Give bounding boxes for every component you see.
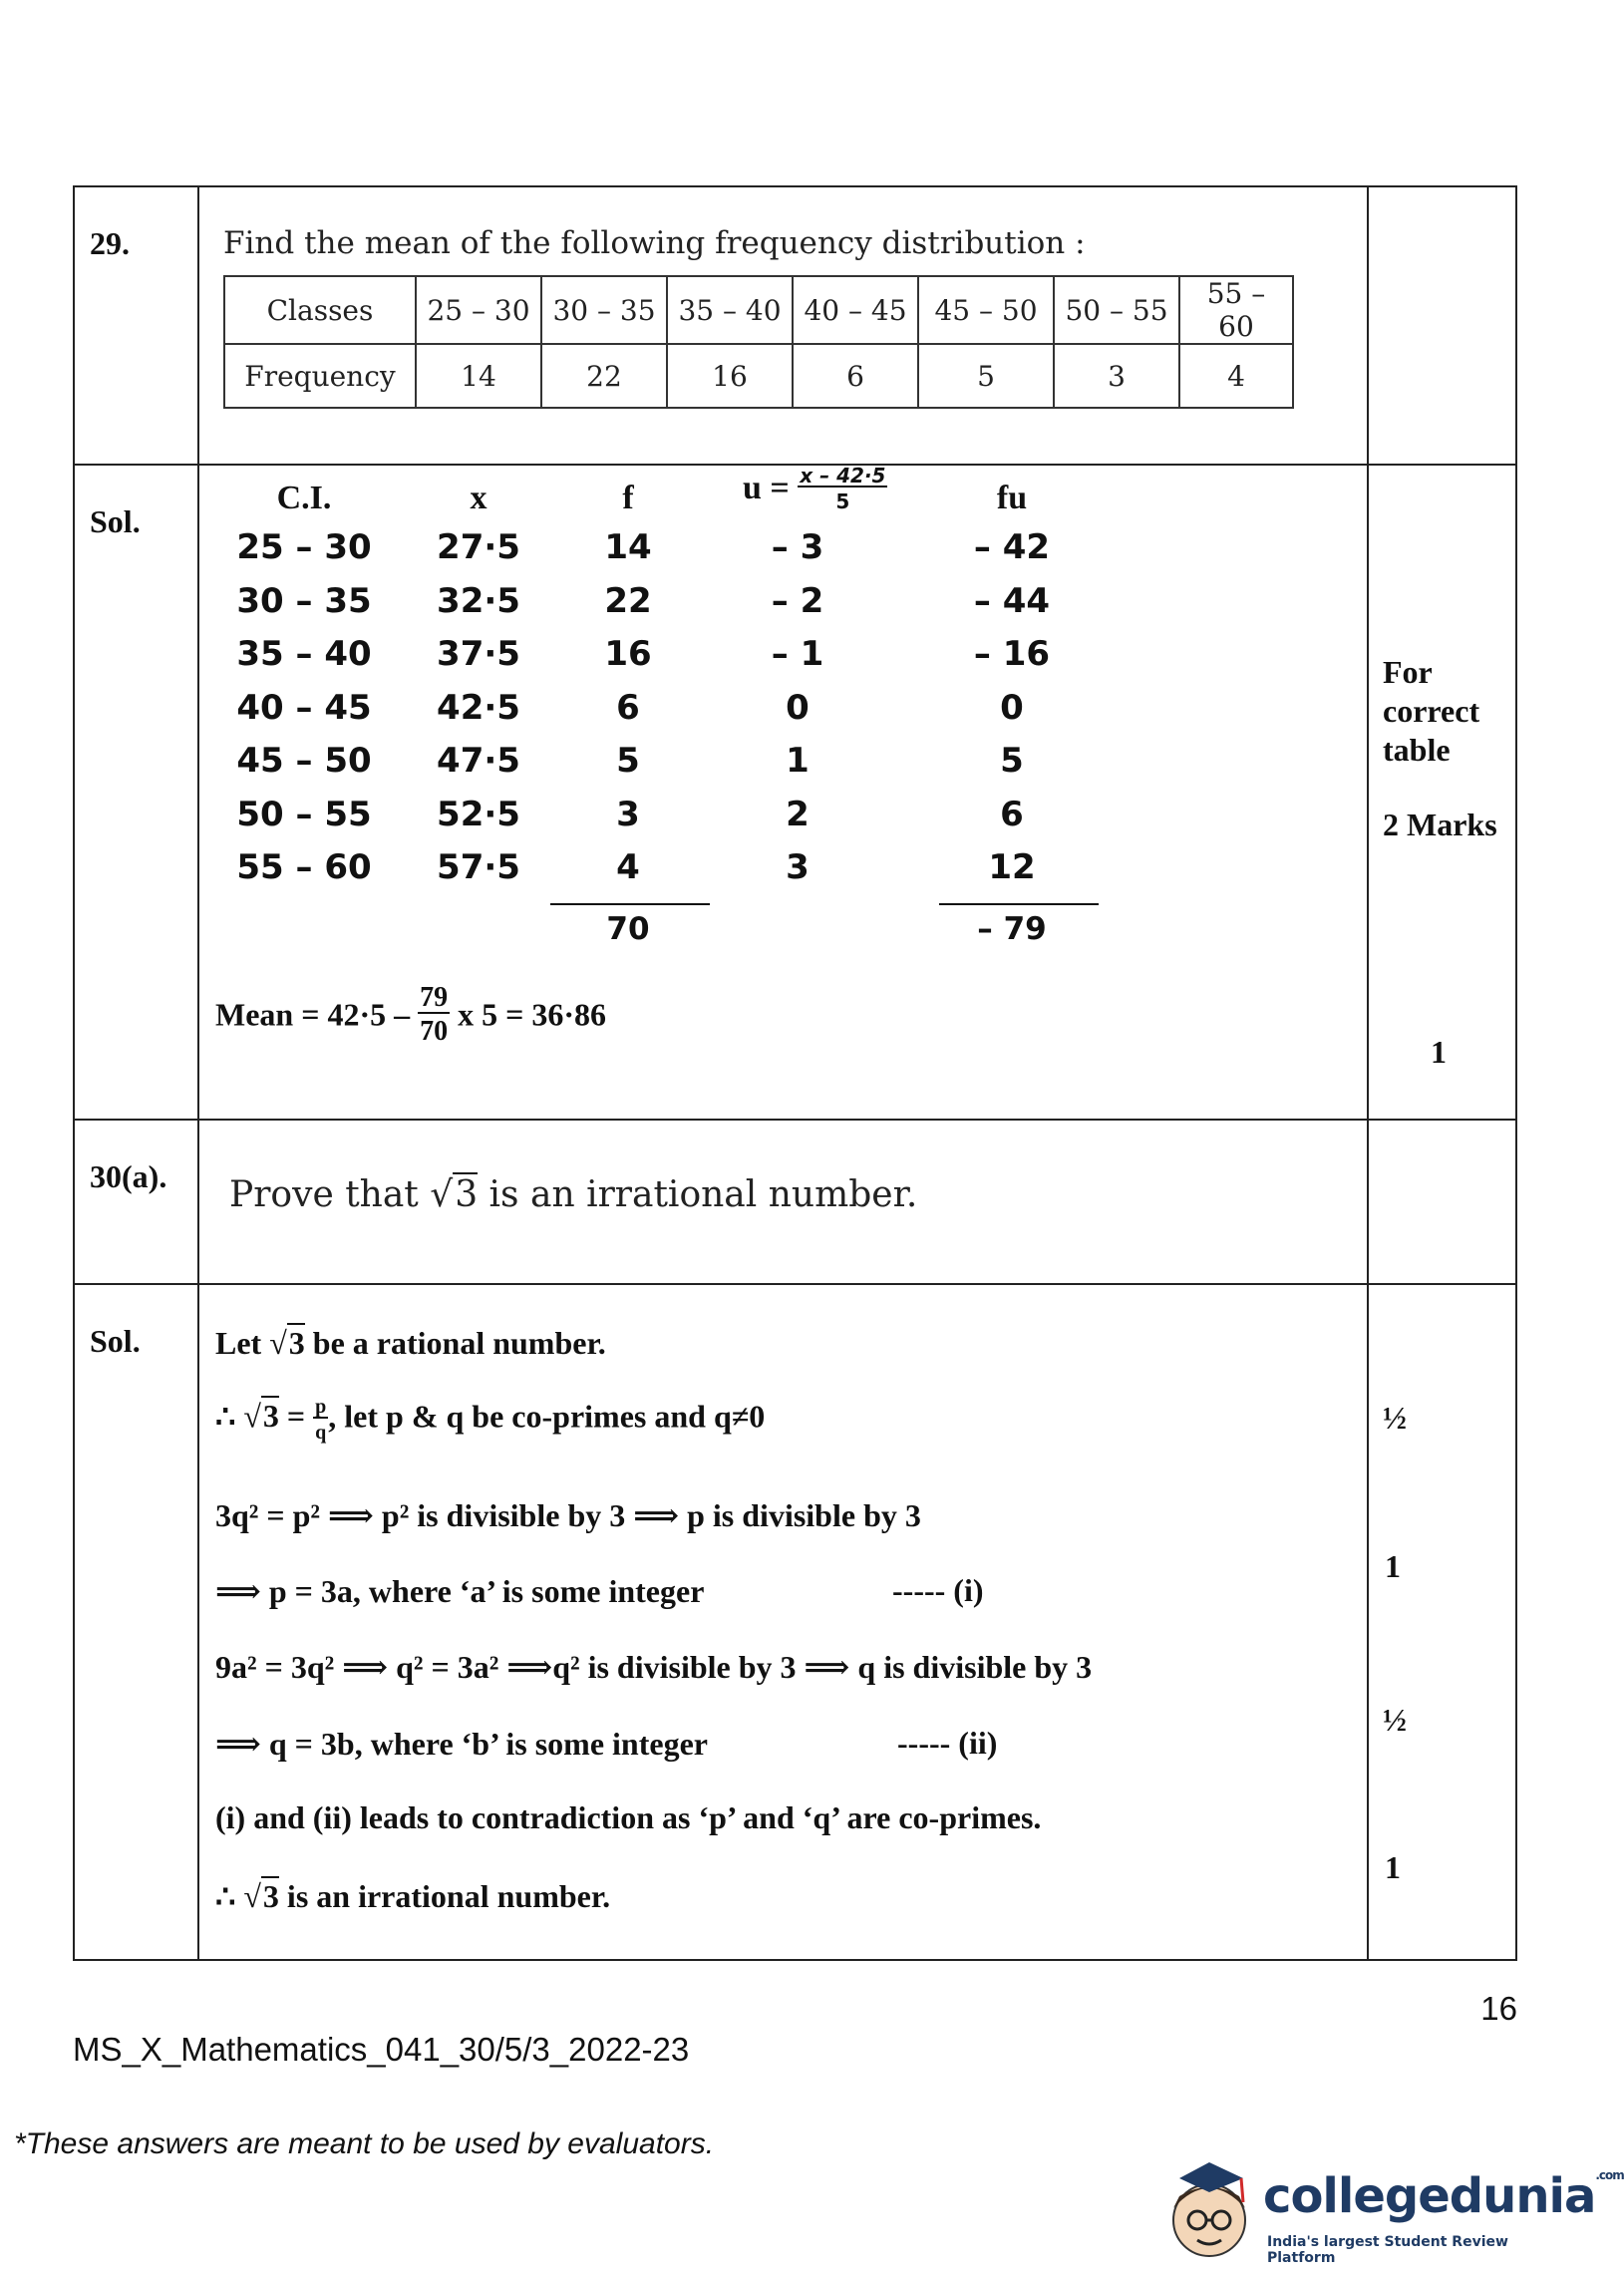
class-cell: 55 – 60: [1179, 276, 1293, 344]
frequency-row: [224, 344, 1293, 408]
solution-cell-x: 47·5: [437, 741, 520, 781]
document-code: MS_X_Mathematics_041_30/5/3_2022-23: [73, 2031, 690, 2068]
class-cell: 45 – 50: [918, 276, 1054, 344]
class-cell: 40 – 45: [793, 276, 918, 344]
brand-name: collegedunia$^{.com}$: [1263, 2168, 1624, 2224]
solution-cell-ci: 40 – 45: [236, 687, 372, 728]
evaluator-note: *These answers are meant to be used by evaluators.: [14, 2127, 715, 2160]
solution-cell-fu: – 16: [973, 634, 1051, 674]
q29-row: [74, 186, 1516, 465]
proof-line: 9a² = 3q² ⟹ q² = 3a² ⟹q² is divisible by 3 ⟹ q is divisible by 3: [215, 1649, 1093, 1685]
solution-cell-fu: 12: [988, 847, 1036, 887]
sol29-row: [74, 465, 1516, 1120]
sol30-marks: [1368, 1284, 1516, 1960]
solution-table: [199, 466, 1367, 919]
marks-value: 1: [1385, 1548, 1401, 1584]
proof-line: ∴ √3 is an irrational number.: [215, 1878, 611, 1914]
frequency-cell: 4: [1179, 344, 1293, 408]
sum-rule-f: [550, 903, 710, 905]
solution-cell-u: – 3: [771, 527, 824, 567]
solution-cell-f: 5: [616, 741, 640, 781]
proof-line: 3q² = p² ⟹ p² is divisible by 3 ⟹ p is divisible by 3: [215, 1497, 921, 1533]
sum-rule-fu: [939, 903, 1099, 905]
q30-row: [74, 1120, 1516, 1284]
solution-cell-fu: 5: [1000, 741, 1024, 781]
classes-row: [224, 276, 1293, 344]
solution-cell-ci: 30 – 35: [236, 580, 372, 621]
marks-note: table: [1383, 732, 1451, 768]
frequency-cell: 14: [416, 344, 541, 408]
solution-cell-ci: 45 – 50: [236, 741, 372, 781]
solution-cell-x: 32·5: [437, 580, 520, 621]
page-number: 16: [1480, 1990, 1517, 2027]
proof-line: ∴ √3 = $\frac{p}{q}$ , let p & q be co-primes and q≠0: [215, 1396, 766, 1444]
marks-value: ½: [1383, 1400, 1407, 1436]
solution-cell-x: 27·5: [437, 527, 520, 567]
marks-value: 1: [1385, 1849, 1401, 1885]
q30-number: 30(a).: [74, 1120, 198, 1284]
solution-cell-f: 16: [604, 634, 652, 674]
sol29-label: Sol.: [74, 465, 198, 1120]
solution-cell-fu: 6: [1000, 794, 1024, 834]
header-x: x: [470, 480, 487, 516]
q29-question: Find the mean of the following frequency distribution :: [223, 225, 1086, 261]
solution-cell-fu: – 44: [973, 580, 1051, 621]
solution-cell-u: – 2: [771, 580, 824, 621]
sol29-marks: [1368, 465, 1516, 1120]
equation-tag: ----- (ii): [897, 1725, 998, 1761]
header-fu: fu: [996, 480, 1028, 516]
marks-note: For: [1383, 654, 1433, 690]
marks-note: correct: [1383, 693, 1480, 729]
solution-cell-f: 4: [616, 847, 640, 887]
solution-cell-u: 3: [786, 847, 810, 887]
header-u: u = $\frac{x - 42\cdot 5}{5}$: [743, 464, 886, 513]
class-cell: 25 – 30: [416, 276, 541, 344]
solution-cell-f: 22: [604, 580, 652, 621]
class-cell: 30 – 35: [541, 276, 667, 344]
solution-cell-u: – 1: [771, 634, 824, 674]
brand-logo[interactable]: [1159, 2148, 1624, 2268]
proof-line: (i) and (ii) leads to contradiction as ‘p’ and ‘q’ are co-primes.: [215, 1799, 1042, 1835]
brand-tagline: India's largest Student Review Platform: [1267, 2234, 1508, 2266]
solution-cell-u: 2: [786, 794, 810, 834]
class-cell: 35 – 40: [667, 276, 793, 344]
header-ci: C.I.: [276, 480, 332, 516]
q30-question: Prove that √3 is an irrational number.: [229, 1174, 918, 1215]
solution-cell-ci: 25 – 30: [236, 527, 372, 567]
frequency-cell: 22: [541, 344, 667, 408]
solution-cell-ci: 55 – 60: [236, 847, 372, 887]
marks-value: ½: [1383, 1702, 1407, 1738]
solution-cell-u: 0: [786, 687, 810, 728]
classes-label: Classes: [224, 276, 416, 344]
header-f: f: [622, 480, 634, 516]
solution-cell-f: 14: [604, 527, 652, 567]
solution-cell-ci: 50 – 55: [236, 794, 372, 834]
solution-cell-fu: 0: [1000, 687, 1024, 728]
proof-line: ⟹ q = 3b, where ‘b’ is some integer: [215, 1726, 708, 1762]
sum-f: 70: [606, 911, 650, 947]
frequency-cell: 3: [1054, 344, 1179, 408]
mean-formula: Mean = 42·5 – $\frac{79}{70}$ x 5 = 36·86: [215, 982, 607, 1047]
mascot-icon: [1159, 2148, 1259, 2268]
q29-number: 29.: [74, 186, 198, 465]
solution-cell-f: 3: [616, 794, 640, 834]
frequency-cell: 5: [918, 344, 1054, 408]
solution-cell-x: 37·5: [437, 634, 520, 674]
frequency-cell: 16: [667, 344, 793, 408]
frequency-table: [223, 275, 1294, 409]
class-cell: 50 – 55: [1054, 276, 1179, 344]
sum-fu: – 79: [977, 911, 1047, 947]
solution-cell-u: 1: [786, 741, 810, 781]
solution-cell-f: 6: [616, 687, 640, 728]
solution-cell-x: 57·5: [437, 847, 520, 887]
marks-value: 2 Marks: [1383, 807, 1497, 842]
marks-value: 1: [1431, 1034, 1447, 1070]
marking-scheme-table: [73, 185, 1517, 1961]
proof-line: ⟹ p = 3a, where ‘a’ is some integer: [215, 1573, 705, 1609]
frequency-cell: 6: [793, 344, 918, 408]
sol30-row: [74, 1284, 1516, 1960]
solution-cell-x: 42·5: [437, 687, 520, 728]
frequency-label: Frequency: [224, 344, 416, 408]
solution-cell-fu: – 42: [973, 527, 1051, 567]
equation-tag: ----- (i): [892, 1572, 984, 1608]
solution-cell-ci: 35 – 40: [236, 634, 372, 674]
solution-cell-x: 52·5: [437, 794, 520, 834]
sol30-label: Sol.: [74, 1284, 198, 1960]
proof-line: Let √3 be a rational number.: [215, 1325, 606, 1361]
